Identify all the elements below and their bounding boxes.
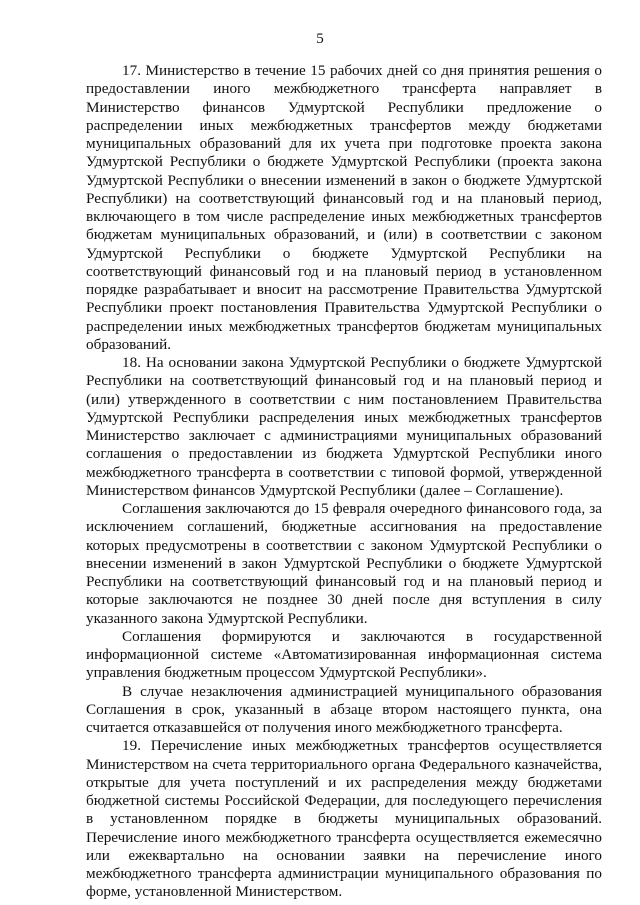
paragraph-non-conclusion: В случае незаключения администрацией муниципального образования Соглашения в срок, указанный в абзаце втором настоящего пункта, она считается отказавшейся от получения иного межбюджетного трансферта. [86, 682, 602, 736]
paragraph-agreements-system: Соглашения формируются и заключаются в государственной информационной системе «Автоматизированная информационная система управления бюджетным процессом Удмуртской Республики». [86, 627, 602, 682]
paragraph-item-18: 18. На основании закона Удмуртской Республики о бюджете Удмуртской Республики на соответствующий финансовый год и на плановый период и (или) утвержденного в соответствии с ним постановлением Правительства Удмуртской Республики распределения иных межбюджетных трансфертов Министерство заключает с администрациями муниципальных образований соглашения о предоставлении из бюджета Удмуртской Республики иного межбюджетного трансферта в соответствии с типовой формой, утвержденной Министерством финансов Удмуртской Республики (далее – Соглашение). [86, 354, 602, 499]
paragraph-item-19: 19. Перечисление иных межбюджетных трансфертов осуществляется Министерством на счета территориального органа Федерального казначейства, открытые для учета поступлений и их распределения между бюджетами бюджетной системы Российской Федерации, для последующего перечисления в установленном порядке в бюджеты муниципальных образований. Перечисление иного межбюджетного трансферта осуществляется ежемесячно или ежеквартально на основании заявки на перечисление иного межбюджетного трансферта администрации муниципального образования по форме, установленной Министерством. [86, 737, 602, 901]
document-body [86, 62, 602, 902]
paragraph-item-17: 17. Министерство в течение 15 рабочих дней со дня принятия решения о предоставлении иного межбюджетного трансферта направляет в Министерство финансов Удмуртской Республики предложение о распределении иных межбюджетных трансфертов между бюджетами муниципальных образований для их учета при подготовке проекта закона Удмуртской Республики о бюджете Удмуртской Республики (проекта закона Удмуртской Республики о внесении изменений в закон о бюджете Удмуртской Республики) на соответствующий финансовый год и на плановый период, включающего в том числе распределение иных межбюджетных трансфертов бюджетам муниципальных образований, и (или) в соответствии с законом Удмуртской Республики о бюджете Удмуртской Республики на соответствующий финансовый год и на плановый период в установленном порядке разрабатывает и вносит на рассмотрение Правительства Удмуртской Республики проект постановления Правительства Удмуртской Республики о распределении иных межбюджетных трансфертов бюджетам муниципальных образований. [86, 62, 602, 353]
page-number: 5 [316, 31, 324, 47]
paragraph-agreements-deadline: Соглашения заключаются до 15 февраля очередного финансового года, за исключением соглашений, бюджетные ассигнования на предоставление которых предусмотрены в соответствии с законом Удмуртской Республики о внесении изменений в закон Удмуртской Республики о бюджете Удмуртской Республики на соответствующий финансовый год и на плановый период и которые заключаются не позднее 30 дней после дня вступления в силу указанного закона Удмуртской Республики. [86, 500, 602, 627]
